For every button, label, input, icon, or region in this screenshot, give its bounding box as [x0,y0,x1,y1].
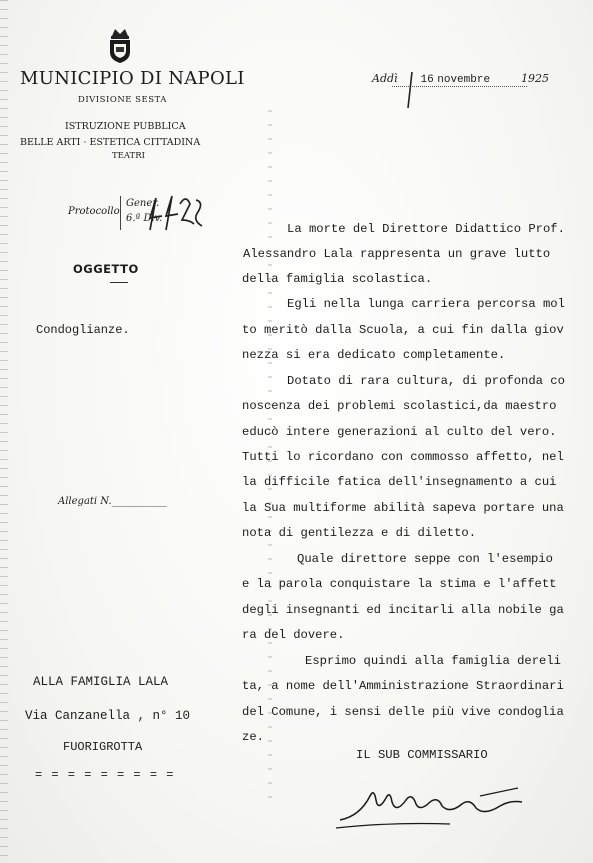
attachments-label: Allegati N.___________ [58,496,167,507]
recipient-district: FUORIGROTTA [63,740,143,754]
department-line-1: ISTRUZIONE PUBBLICA [65,121,186,132]
date-line [372,72,549,86]
body-line: la difficile fatica dell'insegnamento a cui [242,475,557,489]
protocol-division: 6.ª Div. [126,213,163,224]
body-line: ta, a nome dell'Amministrazione Straordinari [242,679,564,693]
body-line: Dotato di rara cultura, di profonda co [287,374,565,388]
body-line: Egli nella lunga carriera percorsa mol [287,297,565,311]
subject-text: Condoglianze. [36,323,130,337]
protocol-number-handwritten [146,190,206,240]
recipient-street: Via Canzanella , n° 10 [25,709,191,723]
body-line: nota di gentilezza e di diletto. [242,526,477,540]
pen-stroke-mark [402,70,416,110]
body-line: to meritò dalla Scuola, a cui fin dalla giov [242,323,564,337]
body-line: noscenza dei problemi scolastici,da maestro [242,399,557,413]
signatory-title: IL SUB COMMISSARIO [356,748,488,762]
handwritten-signature [330,776,530,836]
body-line: Esprimo quindi alla famiglia dereli [305,654,561,668]
body-line: nezza si era dedicato completamente. [242,348,506,362]
body-line: del Comune, i sensi delle più vive condoglia [242,705,564,719]
department-line-2: BELLE ARTI · ESTETICA CITTADINA [20,137,201,148]
date-month: novembre [437,74,491,86]
subject-heading: OGGETTO [73,262,139,276]
body-line: educò intere generazioni al culto del vero. [242,425,557,439]
recipient-underline: = = = = = = = = = [35,768,175,782]
date-prefix: Addì [372,72,398,85]
body-line: la Sua multiforme abilità sapeva portare una [242,501,564,515]
body-line: ra del dovere. [242,628,345,642]
protocol-general: Gener. [126,198,160,209]
recipient-name: ALLA FAMIGLIA LALA [33,675,169,689]
date-day: 16 [420,74,434,86]
coat-of-arms-icon [106,26,134,64]
scan-edge-noise [0,0,8,863]
body-line: degli insegnanti ed incitarli alla nobile ga [242,603,564,617]
body-line: Quale direttore seppe con l'esempio [297,552,553,566]
body-line: ze. [242,730,264,744]
date-year: 1925 [521,72,550,85]
body-line: e la parola conquistare la stima e l'affett [242,577,557,591]
body-line: Tutti lo ricordano con commosso affetto, nel [242,450,564,464]
body-line: della famiglia scolastica. [242,272,433,286]
protocol-brace [120,196,121,230]
body-line: La morte del Direttore Didattico Prof. [287,222,565,236]
municipality-title: MUNICIPIO DI NAPOLI [20,68,245,89]
division-label: DIVISIONE SESTA [78,95,167,105]
subject-divider [110,282,128,283]
body-line: Alessandro Lala rappresenta un grave lutto [243,247,551,261]
protocol-label: Protocollo [68,206,120,217]
department-line-3: TEATRI [112,151,145,161]
